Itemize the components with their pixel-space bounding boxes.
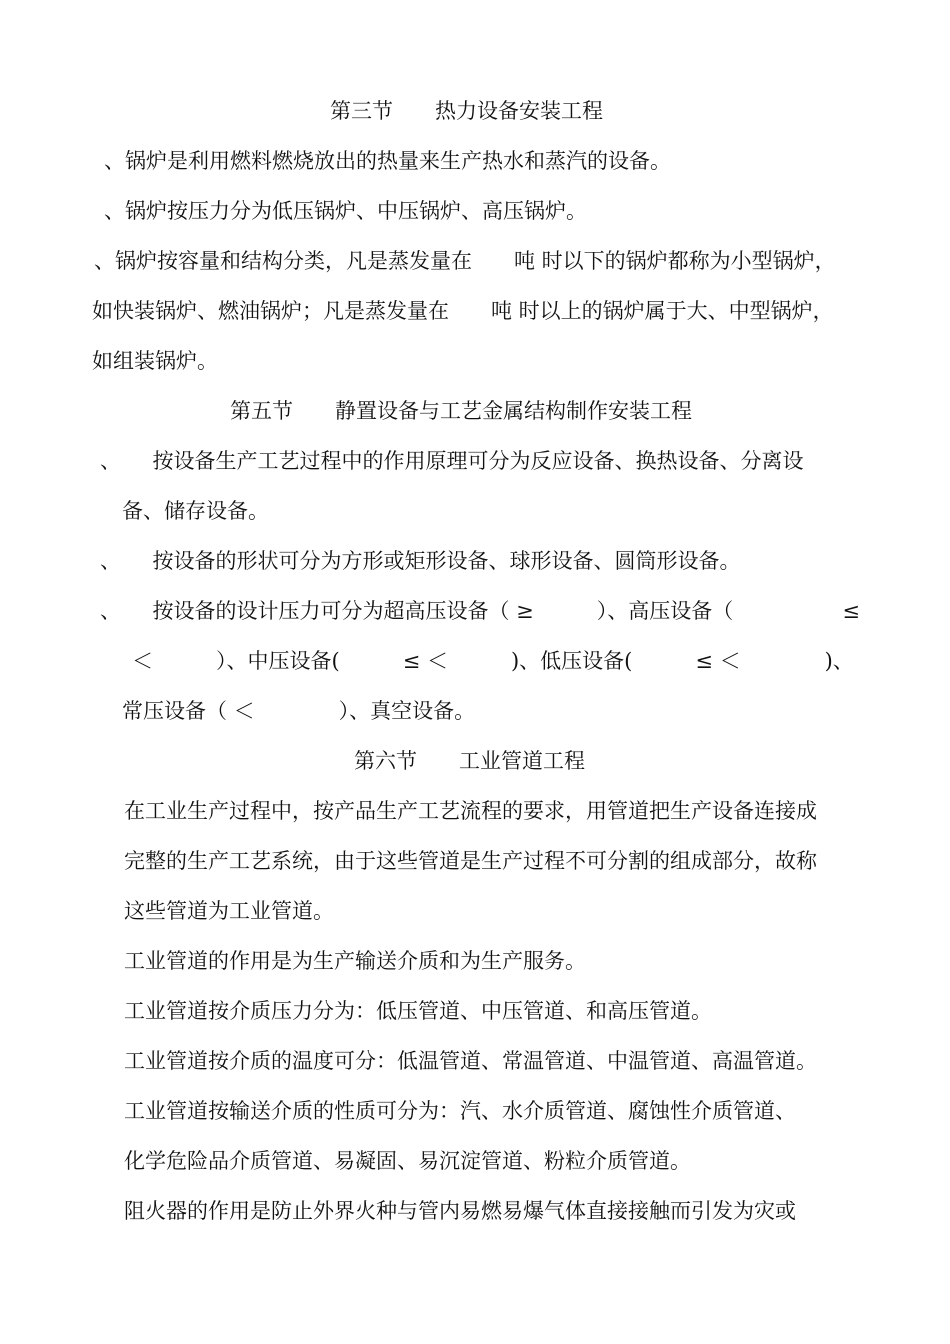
section-5-item-1-line-1: 、 按设备生产工艺过程中的作用原理可分为反应设备、换热设备、分离设	[100, 449, 804, 473]
section-5-item-1-line-2: 备、储存设备。	[122, 499, 269, 523]
section-6-paragraph-1-line-3: 这些管道为工业管道。	[124, 899, 334, 923]
section-5-item-3-line-1-text: 、 按设备的设计压力可分为超高压设备（ ≥ ）、高压设备（	[100, 599, 734, 623]
section-6-paragraph-4: 工业管道按介质的温度可分：低温管道、常温管道、中温管道、高温管道。	[124, 1049, 817, 1073]
section-3-item-3-line-1: 、锅炉按容量和结构分类，凡是蒸发量在 吨 时以下的锅炉都称为小型锅炉，	[94, 249, 836, 273]
section-6-paragraph-1-line-1: 在工业生产过程中，按产品生产工艺流程的要求，用管道把生产设备连接成	[124, 799, 817, 823]
section-6-paragraph-5-line-2: 化学危险品介质管道、易凝固、易沉淀管道、粉粒介质管道。	[124, 1149, 691, 1173]
section-6-paragraph-5-line-1: 工业管道按输送介质的性质可分为：汽、水介质管道、腐蚀性介质管道、	[124, 1099, 796, 1123]
section-5-item-3-line-3: 常压设备（ ＜ ）、真空设备。	[122, 699, 476, 723]
section-3-title: 第三节 热力设备安装工程	[330, 99, 603, 123]
section-3-item-3-line-3: 如组装锅炉。	[92, 349, 218, 373]
section-3-item-3-line-2: 如快装锅炉、燃油锅炉；凡是蒸发量在 吨 时以上的锅炉属于大、中型锅炉，	[92, 299, 834, 323]
section-5-item-2: 、 按设备的形状可分为方形或矩形设备、球形设备、圆筒形设备。	[100, 549, 741, 573]
section-6-paragraph-1-line-2: 完整的生产工艺系统，由于这些管道是生产过程不可分割的组成部分，故称	[124, 849, 817, 873]
section-6-paragraph-2: 工业管道的作用是为生产输送介质和为生产服务。	[124, 949, 586, 973]
section-3-item-2: 、锅炉按压力分为低压锅炉、中压锅炉、高压锅炉。	[104, 199, 587, 223]
section-6-paragraph-6-line-1: 阻火器的作用是防止外界火种与管内易燃易爆气体直接接触而引发为灾或	[124, 1199, 796, 1223]
section-6-paragraph-3: 工业管道按介质压力分为：低压管道、中压管道、和高压管道。	[124, 999, 712, 1023]
section-5-title: 第五节 静置设备与工艺金属结构制作安装工程	[230, 399, 692, 423]
section-6-title: 第六节 工业管道工程	[354, 749, 585, 773]
section-3-item-1: 、锅炉是利用燃料燃烧放出的热量来生产热水和蒸汽的设备。	[104, 149, 671, 173]
section-5-item-3-line-2: ＜ ）、中压设备( ≤ ＜ )、低压设备( ≤ ＜ )、	[132, 649, 854, 673]
section-5-item-3-line-1-symbol: ≤	[842, 599, 860, 623]
section-5-item-3-line-1	[100, 596, 860, 626]
